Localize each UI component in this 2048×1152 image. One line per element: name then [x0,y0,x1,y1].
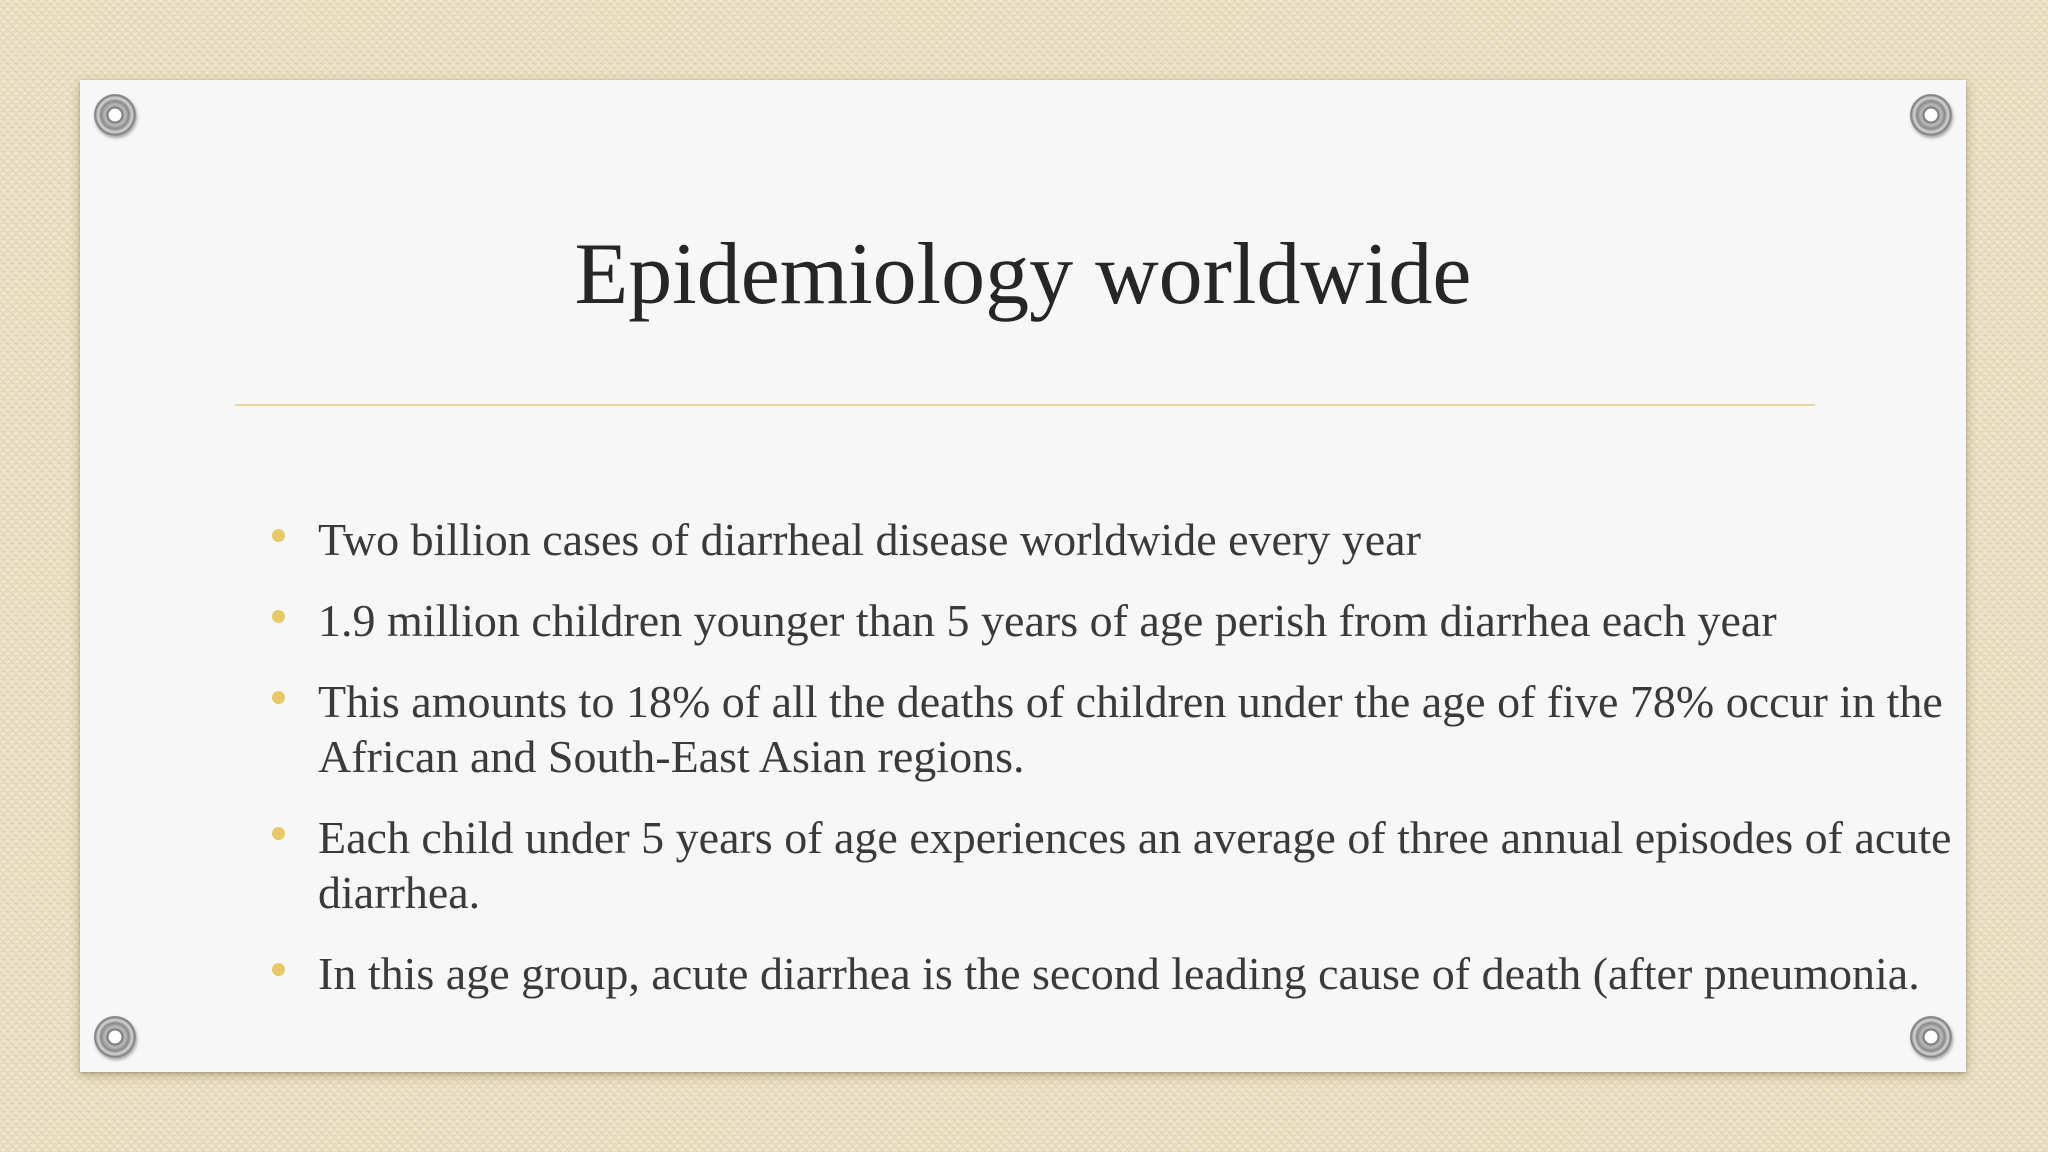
bullet-item [240,512,1960,567]
title-divider [235,404,1815,406]
bullet-dot-icon [272,963,285,976]
slide-title: Epidemiology worldwide [574,226,1472,323]
bullet-item [240,810,1960,920]
bullet-text: This amounts to 18% of all the deaths of children under the age of five 78% occur in the African and South-East Asian regions. [318,676,1943,782]
bullet-dot-icon [272,827,285,840]
bullet-dot-icon [272,610,285,623]
grommet-icon [94,1016,136,1058]
bullet-text: Two billion cases of diarrheal disease worldwide every year [318,514,1421,565]
bullet-item [240,674,1960,784]
grommet-icon [1910,94,1952,136]
slide-card [80,80,1966,1072]
bullet-list [240,512,1960,1027]
bullet-text: Each child under 5 years of age experiences an average of three annual episodes of acute diarrhea. [318,812,1952,918]
bullet-item [240,593,1960,648]
bullet-item [240,946,1960,1001]
bullet-text: In this age group, acute diarrhea is the second leading cause of death (after pneumonia. [318,948,1920,999]
grommet-icon [94,94,136,136]
bullet-dot-icon [272,691,285,704]
bullet-text: 1.9 million children younger than 5 years of age perish from diarrhea each year [318,595,1777,646]
bullet-dot-icon [272,529,285,542]
